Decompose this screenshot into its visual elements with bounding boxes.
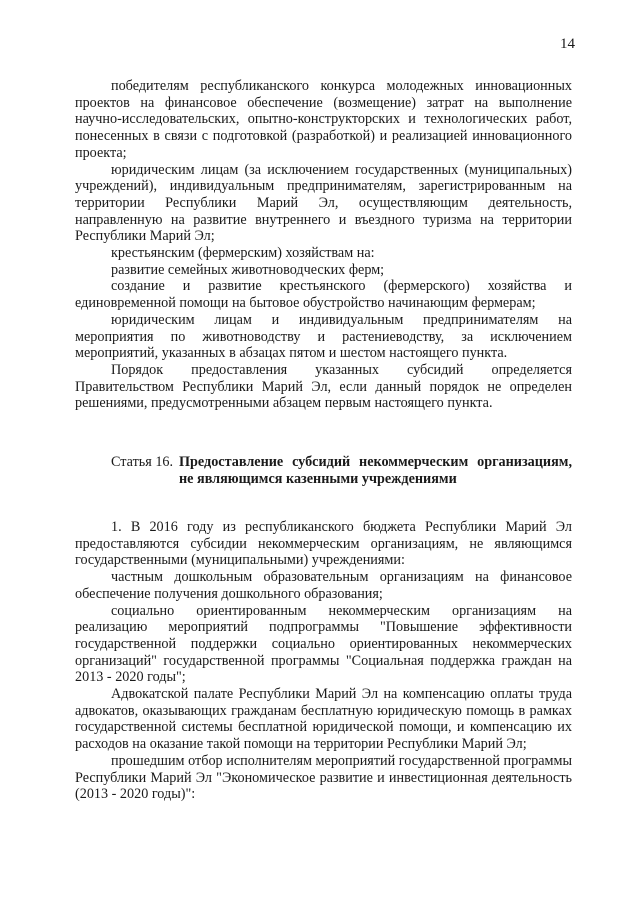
body-text-top — [75, 78, 572, 412]
paragraph: Адвокатской палате Республики Марий Эл на компенсацию оплаты труда адвокатов, оказывающих гражданам бесплатную юридическую помощь в рамках государственной системы бесплатной юридической помощи, и компенсацию их расходов на оказание такой помощи на территории Республики Марий Эл; — [75, 686, 572, 753]
article-heading — [111, 454, 572, 487]
paragraph: социально ориентированным некоммерческим организациям на реализацию мероприятий подпрограммы "Повышение эффективности государственной поддержки социально ориентированных некоммерческих организаций" государственной программы "Социальная поддержка граждан на 2013 - 2020 годы"; — [75, 602, 572, 686]
article-number: Статья 16. — [111, 454, 174, 470]
page-number: 14 — [560, 36, 575, 52]
paragraph: частным дошкольным образовательным организациям на финансовое обеспечение получения дошкольного образования; — [75, 569, 572, 602]
body-text-bottom — [75, 519, 572, 803]
paragraph: 1. В 2016 году из республиканского бюджета Республики Марий Эл предоставляются субсидии некоммерческим организациям, не являющимся государственными (муниципальными) учреждениями: — [75, 519, 572, 569]
paragraph: создание и развитие крестьянского (фермерского) хозяйства и единовременной помощи на бытовое обустройство начинающим фермерам; — [75, 278, 572, 312]
paragraph: юридическим лицам и индивидуальным предпринимателям на мероприятия по животноводству и растениеводству, за исключением мероприятий, указанных в абзацах пятом и шестом настоящего пункта. — [75, 311, 572, 362]
paragraph: Порядок предоставления указанных субсидий определяется Правительством Республики Марий Эл, если данный порядок не определен решениями, предусмотренными абзацем первым настоящего пункта. — [75, 361, 572, 412]
paragraph: развитие семейных животноводческих ферм; — [111, 261, 385, 278]
paragraph: прошедшим отбор исполнителям мероприятий государственной программы Республики Марий Эл "Экономическое развитие и инвестиционная деятельность (2013 - 2020 годы)": — [75, 752, 572, 803]
article-title: Предоставление субсидий некоммерческим организациям, не являющимся казенными учреждениями — [179, 454, 572, 487]
paragraph: юридическим лицам (за исключением государственных (муниципальных) учреждений), индивидуальным предпринимателям, зарегистрированным на территории Республики Марий Эл, осуществляющим деятельность, направленную на развитие внутреннего и въездного туризма на территории Республики Марий Эл; — [75, 161, 572, 245]
paragraph: крестьянским (фермерским) хозяйствам на: — [111, 245, 375, 262]
paragraph: победителям республиканского конкурса молодежных инновационных проектов на финансовое обеспечение (возмещение) затрат на выполнение научно-исследовательских, опытно-конструкторских и технологических работ, понесенных в связи с подготовкой (разработкой) и реализацией инновационного проекта; — [75, 78, 572, 161]
